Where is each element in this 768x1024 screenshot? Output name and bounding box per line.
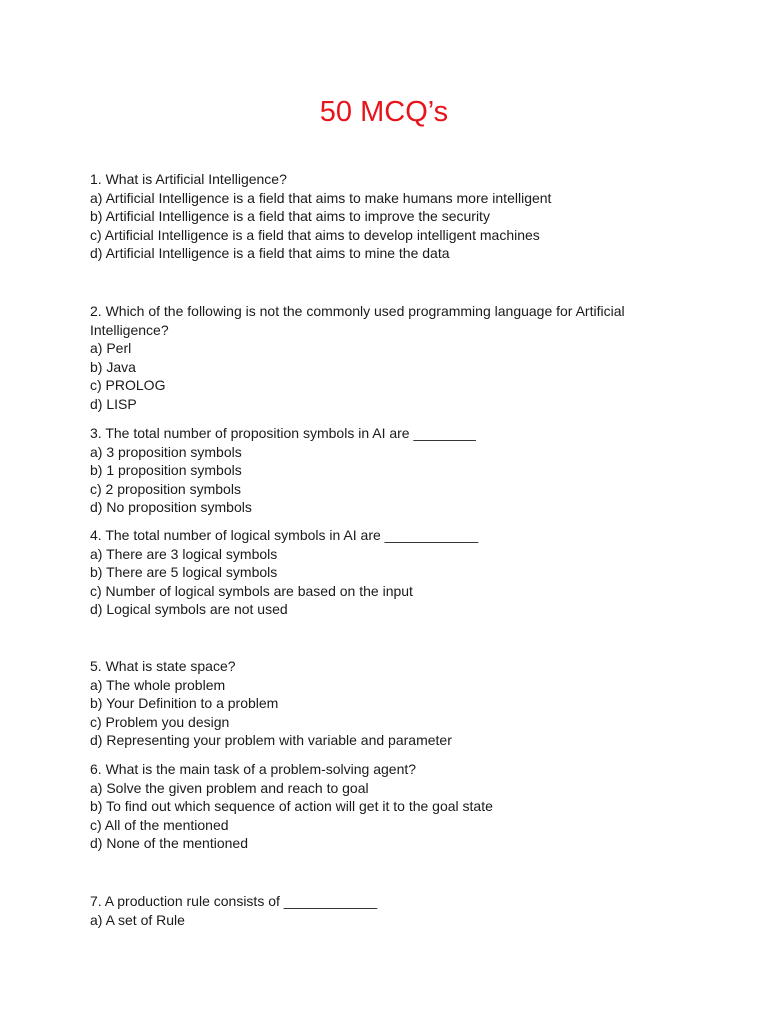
question-text: 7. A production rule consists of ____________: [90, 893, 378, 909]
question-text: 5. What is state space?: [90, 658, 236, 674]
option-c: c) Artificial Intelligence is a field that aims to develop intelligent machines: [90, 226, 540, 243]
question-text: 4. The total number of logical symbols in AI are ____________: [90, 527, 479, 543]
option-b: b) To find out which sequence of action will get it to the goal state: [90, 798, 493, 815]
option-c: c) Number of logical symbols are based on the input: [90, 582, 413, 599]
option-a: a) A set of Rule: [90, 911, 185, 928]
question-text: 6. What is the main task of a problem-solving agent?: [90, 761, 417, 777]
question-2: [90, 302, 670, 414]
option-d: d) LISP: [90, 395, 137, 412]
option-b: b) There are 5 logical symbols: [90, 564, 278, 581]
option-a: a) The whole problem: [90, 676, 226, 693]
option-b: b) Java: [90, 358, 136, 375]
question-text: 2. Which of the following is not the commonly used programming language for Artificial Intelligence?: [90, 303, 625, 338]
question-text: 1. What is Artificial Intelligence?: [90, 171, 287, 187]
question-7: [90, 892, 670, 929]
option-b: b) Your Definition to a problem: [90, 695, 279, 712]
question-text: 3. The total number of proposition symbols in AI are ________: [90, 425, 476, 441]
option-c: c) PROLOG: [90, 377, 166, 394]
option-b: b) Artificial Intelligence is a field that aims to improve the security: [90, 208, 490, 225]
document-title: 50 MCQ’s: [319, 96, 449, 128]
option-c: c) 2 proposition symbols: [90, 480, 241, 497]
option-d: d) Artificial Intelligence is a field that aims to mine the data: [90, 245, 450, 262]
option-a: a) There are 3 logical symbols: [90, 545, 278, 562]
question-4: [90, 526, 670, 619]
question-3: [90, 424, 670, 517]
question-1: [90, 170, 670, 263]
option-d: d) None of the mentioned: [90, 835, 248, 852]
option-d: d) Representing your problem with variable and parameter: [90, 732, 452, 749]
option-d: d) Logical symbols are not used: [90, 601, 288, 618]
question-6: [90, 760, 670, 853]
question-5: [90, 657, 670, 750]
option-d: d) No proposition symbols: [90, 499, 252, 516]
option-c: c) Problem you design: [90, 713, 230, 730]
option-a: a) Artificial Intelligence is a field that aims to make humans more intelligent: [90, 189, 552, 206]
option-a: a) 3 proposition symbols: [90, 443, 242, 460]
option-a: a) Perl: [90, 340, 132, 357]
option-c: c) All of the mentioned: [90, 816, 229, 833]
option-b: b) 1 proposition symbols: [90, 462, 242, 479]
option-a: a) Solve the given problem and reach to goal: [90, 779, 369, 796]
